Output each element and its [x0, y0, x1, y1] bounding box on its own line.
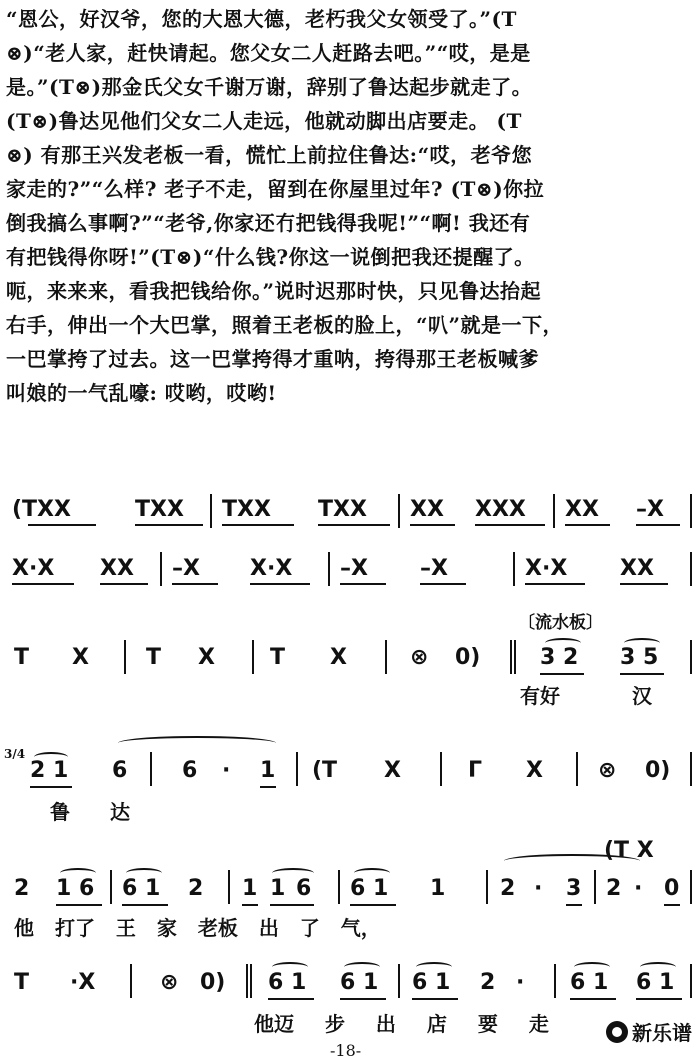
score-note: X·X — [525, 556, 568, 581]
bar-line — [110, 870, 112, 904]
slur-mark — [624, 638, 660, 648]
underline — [135, 524, 203, 526]
slur-mark — [272, 962, 308, 972]
underline — [268, 998, 314, 1000]
prose-line: 有把钱得你呀!”(T⊗)“什么钱?你这一说倒把我还提醒了。 — [6, 245, 535, 269]
score-note: 6 1 — [570, 970, 609, 995]
score-note: · — [534, 876, 543, 901]
underline — [475, 524, 545, 526]
score-note: 1 — [260, 758, 276, 783]
underline — [620, 673, 664, 675]
score-note: 1 — [242, 876, 258, 901]
slur-mark — [272, 868, 314, 878]
underline — [28, 524, 96, 526]
bar-line — [338, 870, 340, 904]
slur-mark — [126, 868, 162, 878]
score-note: ⊗ — [410, 645, 429, 670]
underline — [566, 904, 582, 906]
underline — [620, 583, 668, 585]
score-note: · — [222, 758, 231, 783]
bar-line — [690, 964, 692, 998]
bar-line — [160, 552, 162, 586]
score-note: 2 — [188, 876, 204, 901]
prose-line: 是。”(T⊗)那金氏父女千谢万谢，辞别了鲁达起步就走了。 — [6, 75, 533, 99]
lyric-text: 他 打了 王 家 老板 出 了 气， — [14, 916, 381, 940]
underline — [410, 524, 455, 526]
score-note: 2 — [606, 876, 622, 901]
score-note: ·X — [70, 970, 96, 995]
score-note: (T X — [604, 838, 654, 863]
score-note: 2 — [500, 876, 516, 901]
score-note: T — [146, 645, 162, 670]
bar-line — [690, 494, 692, 528]
score-note: 1 — [430, 876, 446, 901]
site-logo — [606, 1017, 692, 1046]
score-note: 1 — [270, 876, 286, 901]
underline — [30, 786, 72, 788]
score-note: · — [634, 876, 643, 901]
score-note: –X — [340, 556, 368, 581]
lyric-text: 鲁 — [50, 800, 70, 824]
bar-line — [250, 964, 252, 998]
score-note: (TXX — [12, 497, 71, 522]
bar-line — [690, 870, 692, 904]
bar-line — [554, 964, 556, 998]
score-note: XX — [620, 556, 654, 581]
underline — [420, 583, 466, 585]
score-note: 6 — [182, 758, 198, 783]
score-note: TXX — [222, 497, 271, 522]
slur-mark — [344, 962, 380, 972]
underline — [12, 583, 74, 585]
score-note: 6 1 — [350, 876, 389, 901]
underline — [540, 673, 584, 675]
bar-line — [576, 752, 578, 786]
tempo-mark: 〔流水板〕 — [518, 613, 603, 633]
underline — [350, 904, 396, 906]
score-note: T — [14, 970, 30, 995]
bar-line — [594, 870, 596, 904]
score-note: –X — [420, 556, 448, 581]
score-note: Γ — [468, 758, 483, 783]
underline — [172, 583, 218, 585]
underline — [340, 998, 386, 1000]
time-signature: 3/4 — [4, 747, 26, 761]
score-note: · — [516, 970, 525, 995]
score-note: 0) — [455, 645, 481, 670]
score-note: X·X — [250, 556, 293, 581]
logo-text: 新乐谱 — [632, 1021, 692, 1045]
score-note: –X — [636, 497, 664, 522]
score-note: 0 — [664, 876, 680, 901]
underline — [242, 904, 258, 906]
slur-mark — [574, 962, 610, 972]
underline — [222, 524, 294, 526]
prose-line: 倒我搞么事啊?”“老爷,你家还冇把钱得我呢!”“啊! 我还有 — [6, 211, 531, 235]
score-note: X — [330, 645, 347, 670]
bar-line — [398, 494, 400, 528]
score-note: X — [384, 758, 401, 783]
prose-line: 叫娘的一气乱嚎: 哎哟，哎哟! — [6, 381, 277, 405]
score-note: TXX — [318, 497, 367, 522]
prose-line: 呃，来来来，看我把钱给你。”说时迟那时快，只见鲁达抬起 — [6, 279, 542, 303]
underline — [565, 524, 610, 526]
bar-line — [252, 640, 254, 674]
score-note: X — [526, 758, 543, 783]
lyric-text: 他迈 步 出 店 要 走 — [254, 1012, 549, 1036]
score-note: 6 1 — [340, 970, 379, 995]
score-note: 6 — [112, 758, 128, 783]
bar-line — [130, 964, 132, 998]
score-note: 1 6 — [56, 876, 95, 901]
prose-line: ⊗)“老人家，赶快请起。您父女二人赶路去吧。”“哎，是是 — [6, 41, 531, 65]
score-note: 0) — [645, 758, 671, 783]
underline — [318, 524, 390, 526]
score-note: ⊗ — [598, 758, 617, 783]
score-note: 2 — [14, 876, 30, 901]
bar-line — [510, 640, 512, 674]
score-note: 3 2 — [540, 645, 579, 670]
underline — [250, 583, 310, 585]
bar-line — [690, 640, 692, 674]
score-note: (T — [312, 758, 338, 783]
score-note: 6 1 — [122, 876, 161, 901]
lyric-text: 汉 — [632, 684, 652, 708]
slur-mark — [118, 736, 276, 750]
bar-line — [440, 752, 442, 786]
bar-line — [296, 752, 298, 786]
bar-line — [328, 552, 330, 586]
bar-line — [486, 870, 488, 904]
score-note: 6 1 — [268, 970, 307, 995]
bar-line — [398, 964, 400, 998]
score-note: 6 1 — [636, 970, 675, 995]
bar-line — [210, 494, 212, 528]
underline — [122, 904, 168, 906]
lyric-text: 达 — [110, 800, 130, 824]
score-note: X·X — [12, 556, 55, 581]
bar-line — [246, 964, 248, 998]
score-note: XXX — [475, 497, 526, 522]
underline — [636, 524, 680, 526]
slur-mark — [354, 868, 390, 878]
score-note: X — [72, 645, 89, 670]
score-note: –X — [172, 556, 200, 581]
bar-line — [514, 640, 516, 674]
slur-mark — [416, 962, 452, 972]
prose-line: 一巴掌挎了过去。这一巴掌挎得才重呐，挎得那王老板喊爹 — [6, 347, 539, 371]
score-note: XX — [100, 556, 134, 581]
slur-mark — [60, 868, 96, 878]
underline — [270, 904, 314, 906]
score-note: T — [270, 645, 286, 670]
bar-line — [228, 870, 230, 904]
slur-mark — [504, 854, 640, 868]
underline — [636, 998, 682, 1000]
underline — [260, 786, 276, 788]
score-note: TXX — [135, 497, 184, 522]
bar-line — [150, 752, 152, 786]
score-note: 6 1 — [412, 970, 451, 995]
lyric-text: 有好 — [520, 684, 560, 708]
prose-line: ⊗) 有那王兴发老板一看，慌忙上前拉住鲁达:“哎，老爷您 — [6, 143, 533, 167]
underline — [664, 904, 680, 906]
music-disc-icon — [606, 1021, 628, 1043]
prose-line: “恩公，好汉爷，您的大恩大德，老朽我父女领受了。”(T — [6, 7, 517, 31]
bar-line — [553, 494, 555, 528]
underline — [100, 583, 148, 585]
score-note: 6 — [296, 876, 312, 901]
score-note: 2 — [480, 970, 496, 995]
bar-line — [385, 640, 387, 674]
prose-line: 右手，伸出一个大巴掌，照着王老板的脸上，“叭”就是一下， — [6, 313, 564, 337]
slur-mark — [640, 962, 676, 972]
underline — [570, 998, 616, 1000]
bar-line — [690, 552, 692, 586]
prose-line: 家走的?”“么样? 老子不走，留到在你屋里过年? (T⊗)你拉 — [6, 177, 545, 201]
underline — [412, 998, 458, 1000]
underline — [525, 583, 585, 585]
page-number: -18- — [330, 1041, 362, 1060]
score-note: T — [14, 645, 30, 670]
underline — [340, 583, 386, 585]
slur-mark — [34, 752, 68, 762]
score-note: X — [198, 645, 215, 670]
score-note: ⊗ — [160, 970, 179, 995]
bar-line — [513, 552, 515, 586]
bar-line — [690, 752, 692, 786]
score-note: XX — [410, 497, 444, 522]
prose-line: (T⊗)鲁达见他们父女二人走远，他就动脚出店要走。 (T — [6, 109, 522, 133]
score-note: XX — [565, 497, 599, 522]
score-note: 2 1 — [30, 758, 69, 783]
score-note: 0) — [200, 970, 226, 995]
bar-line — [124, 640, 126, 674]
underline — [56, 904, 102, 906]
score-note: 3 — [566, 876, 582, 901]
score-note: 3 5 — [620, 645, 659, 670]
slur-mark — [545, 638, 581, 648]
